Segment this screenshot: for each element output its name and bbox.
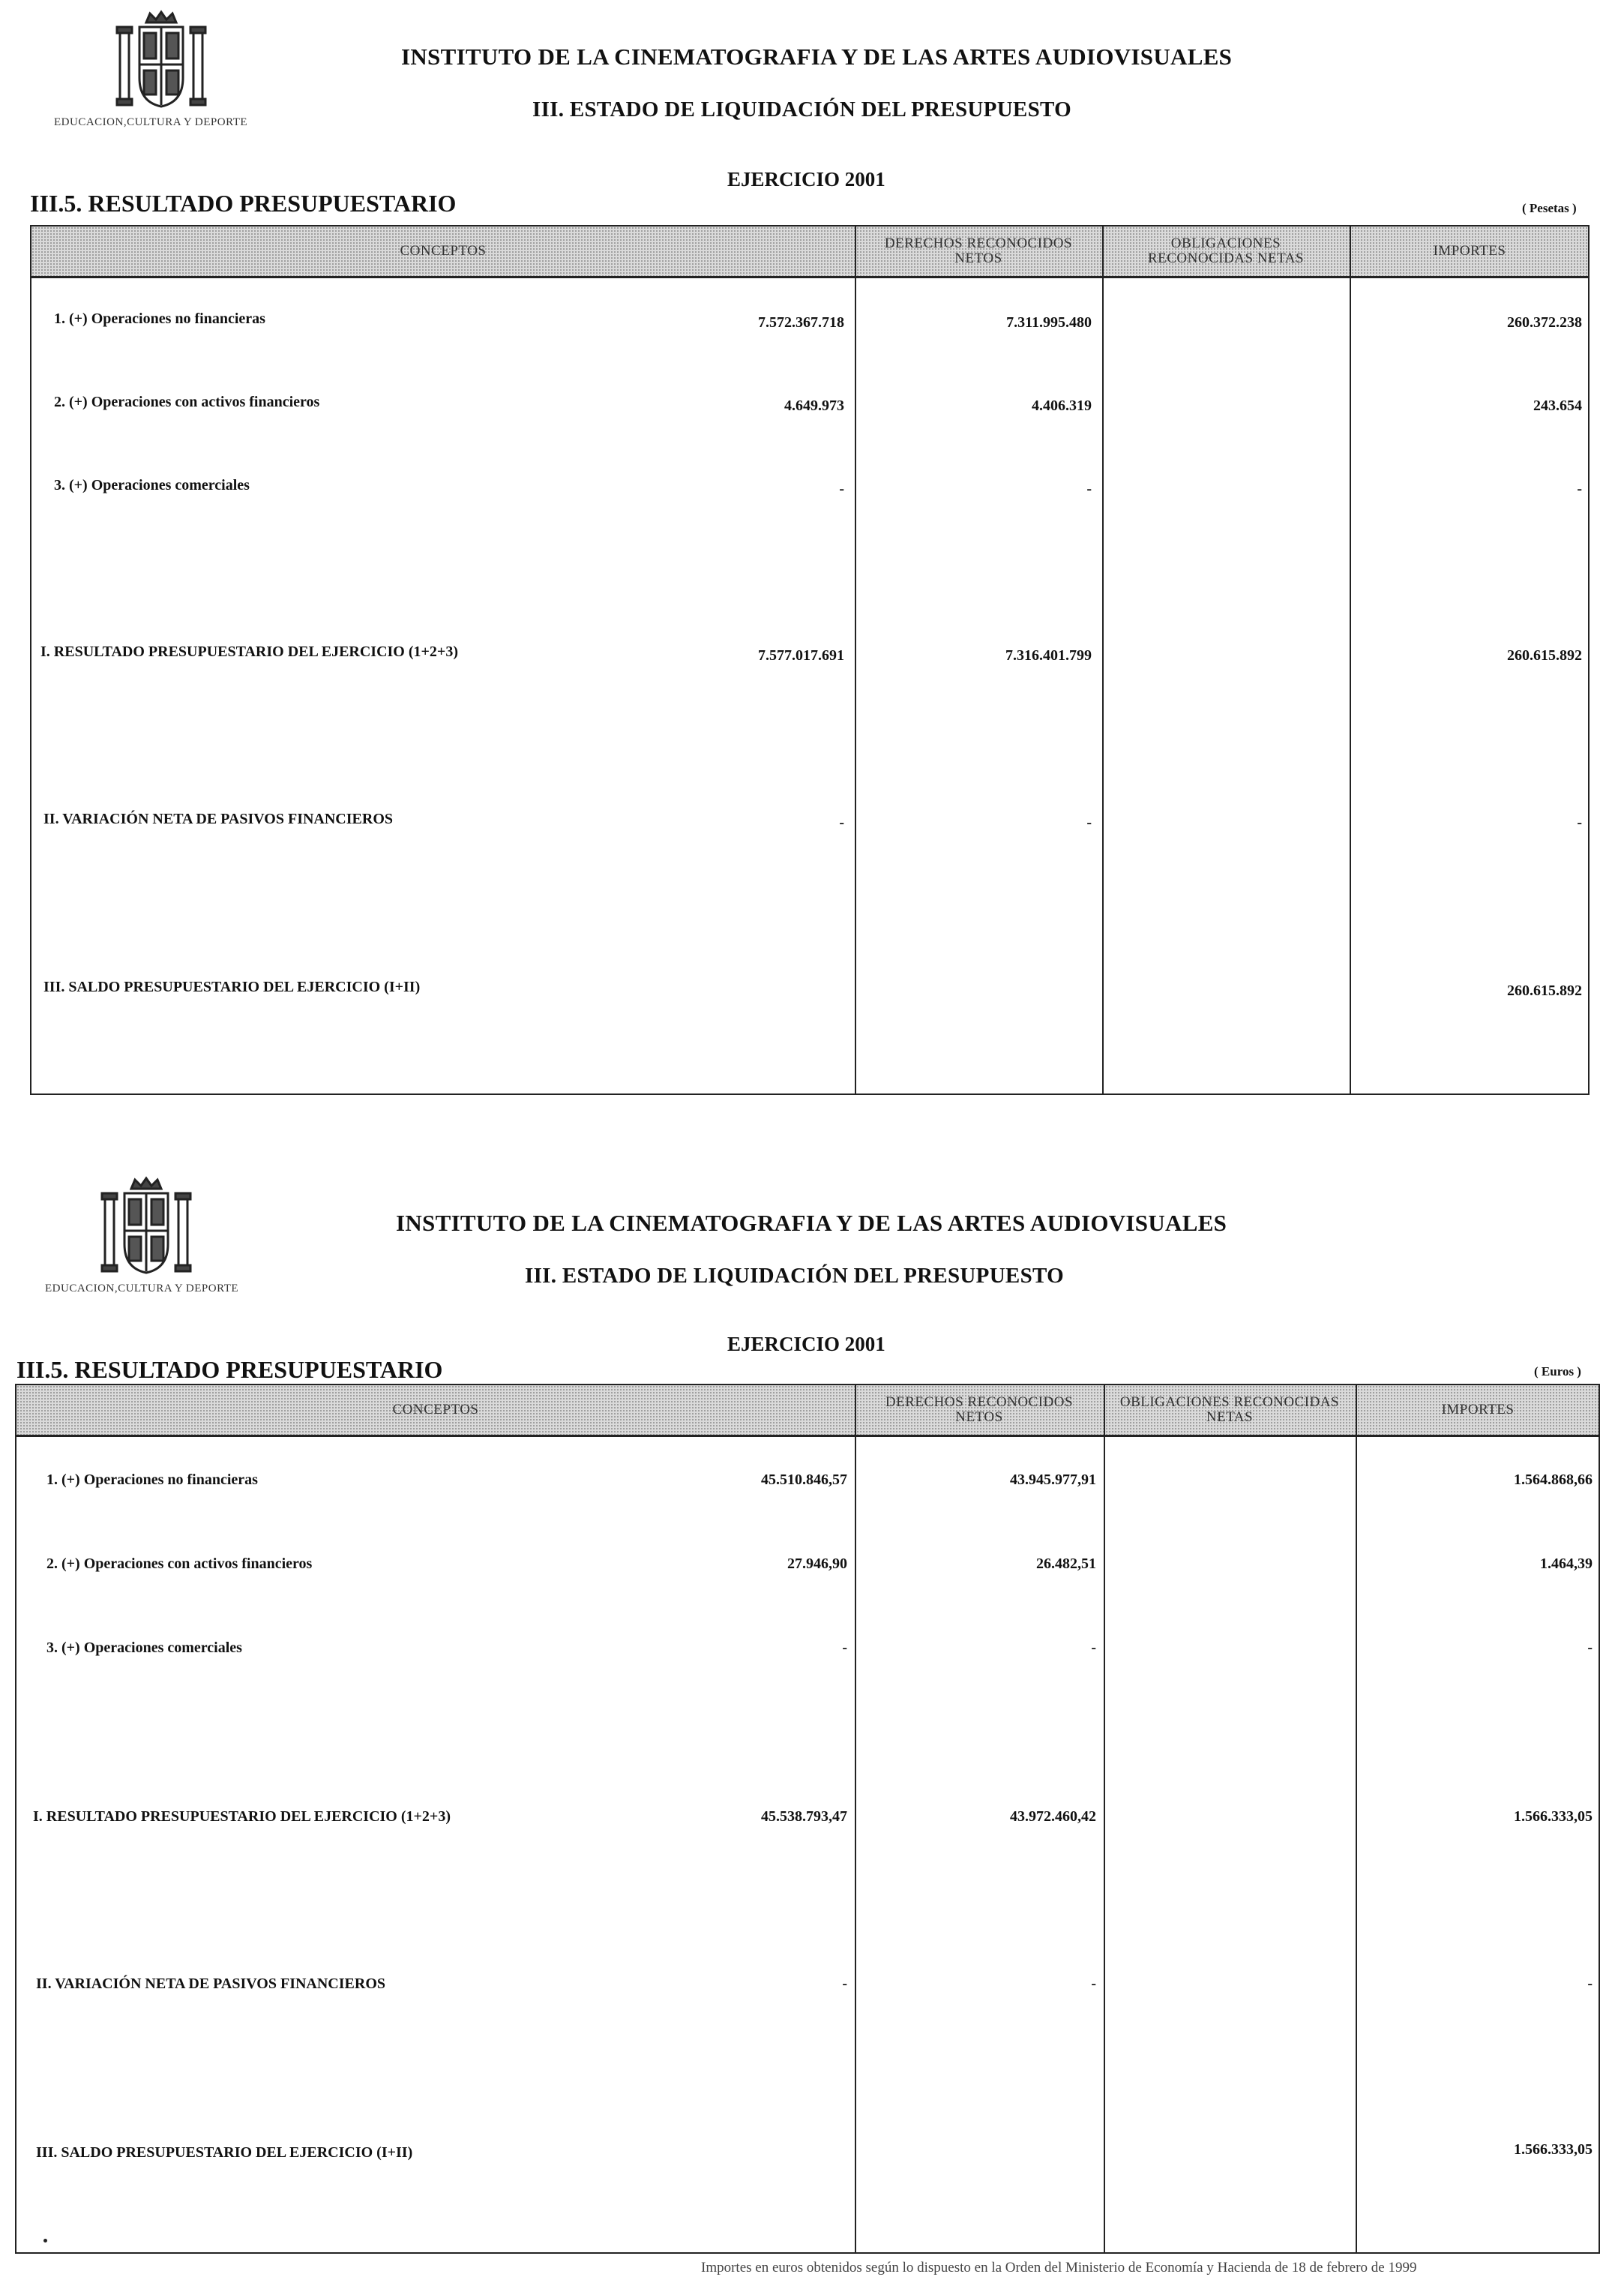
cell-derechos: 7.572.367.718 <box>758 314 844 331</box>
header-obligaciones: OBLIGACIONES RECONOCIDAS NETAS <box>1119 1394 1340 1425</box>
cell-obligaciones: - <box>1091 1640 1096 1656</box>
header-conceptos: CONCEPTOS <box>392 1402 479 1418</box>
table-header <box>16 1385 1599 1437</box>
budget-result-table <box>15 1384 1600 2254</box>
header-derechos: DERECHOS RECONOCIDOS NETOS <box>885 1394 1074 1425</box>
statement-title: III. ESTADO DE LIQUIDACIÓN DEL PRESUPUESTO <box>532 98 1071 122</box>
row-label: 3. (+) Operaciones comerciales <box>54 477 250 494</box>
cell-obligaciones: 26.482,51 <box>1036 1556 1096 1572</box>
cell-obligaciones: 7.316.401.799 <box>1005 647 1092 664</box>
currency-label: ( Pesetas ) <box>1522 201 1577 215</box>
header-derechos: DERECHOS RECONOCIDOS NETOS <box>884 236 1073 266</box>
budget-result-table <box>30 225 1590 1095</box>
institute-title: INSTITUTO DE LA CINEMATOGRAFIA Y DE LAS ARTES AUDIOVISUALES <box>396 1210 1227 1236</box>
column-divider <box>855 226 856 1094</box>
ministry-name: EDUCACION,CULTURA Y DEPORTE <box>54 116 248 128</box>
coat-of-arms-icon <box>112 9 210 114</box>
cell-importes: 1.566.333,05 <box>1514 2141 1593 2158</box>
cell-derechos: 45.538.793,47 <box>761 1808 847 1825</box>
cell-importes: 260.372.238 <box>1507 314 1582 331</box>
section-title: III.5. RESULTADO PRESUPUESTARIO <box>30 190 457 217</box>
cell-obligaciones: 7.311.995.480 <box>1006 314 1092 331</box>
currency-label: ( Euros ) <box>1534 1364 1581 1378</box>
row-label: 3. (+) Operaciones comerciales <box>46 1640 242 1656</box>
column-divider <box>1356 1385 1357 2252</box>
cell-derechos: 4.649.973 <box>784 398 844 414</box>
row-label: II. VARIACIÓN NETA DE PASIVOS FINANCIEROS <box>36 1976 385 1992</box>
column-divider <box>1350 226 1351 1094</box>
fiscal-year: EJERCICIO 2001 <box>727 1333 885 1355</box>
column-divider <box>1104 1385 1105 2252</box>
coat-of-arms-icon <box>97 1175 195 1280</box>
cell-derechos: 27.946,90 <box>787 1556 847 1572</box>
cell-importes: - <box>1587 1640 1593 1656</box>
row-label: 1. (+) Operaciones no financieras <box>54 310 265 327</box>
cell-importes: 260.615.892 <box>1507 982 1582 999</box>
fiscal-year: EJERCICIO 2001 <box>727 168 885 190</box>
cell-derechos: - <box>839 481 844 497</box>
cell-importes: - <box>1587 1976 1593 1992</box>
institute-title: INSTITUTO DE LA CINEMATOGRAFIA Y DE LAS ARTES AUDIOVISUALES <box>401 44 1233 70</box>
cell-importes: 1.564.868,66 <box>1514 1472 1593 1488</box>
header-importes: IMPORTES <box>1433 243 1506 259</box>
footnote: Importes en euros obtenidos según lo dispuesto en la Orden del Ministerio de Economía y Hacienda de 18 de febrero de 1999 <box>701 2260 1417 2276</box>
cell-obligaciones: 4.406.319 <box>1032 398 1092 414</box>
cell-obligaciones: - <box>1091 1976 1096 1992</box>
cell-derechos: - <box>842 1640 847 1656</box>
cell-importes: - <box>1577 814 1582 831</box>
row-label: II. VARIACIÓN NETA DE PASIVOS FINANCIEROS <box>43 811 393 827</box>
cell-obligaciones: 43.945.977,91 <box>1010 1472 1096 1488</box>
cell-derechos: 7.577.017.691 <box>758 647 844 664</box>
row-label: I. RESULTADO PRESUPUESTARIO DEL EJERCICIO (1+2+3) <box>40 644 458 660</box>
cell-importes: 260.615.892 <box>1507 647 1582 664</box>
statement-title: III. ESTADO DE LIQUIDACIÓN DEL PRESUPUESTO <box>525 1264 1064 1288</box>
row-label: III. SALDO PRESUPUESTARIO DEL EJERCICIO (I+II) <box>36 2144 413 2161</box>
cell-derechos: - <box>842 1976 847 1992</box>
cell-obligaciones: - <box>1086 814 1092 831</box>
row-label: 2. (+) Operaciones con activos financieros <box>46 1556 313 1572</box>
cell-importes: 243.654 <box>1533 398 1582 414</box>
row-label: 1. (+) Operaciones no financieras <box>46 1472 258 1488</box>
cell-importes: 1.464,39 <box>1540 1556 1593 1572</box>
row-label: 2. (+) Operaciones con activos financieros <box>54 394 320 410</box>
cell-importes: 1.566.333,05 <box>1514 1808 1593 1825</box>
column-divider <box>1102 226 1104 1094</box>
table-header <box>31 226 1588 278</box>
cell-derechos: 45.510.846,57 <box>761 1472 847 1488</box>
cell-obligaciones: - <box>1086 481 1092 497</box>
cell-importes: - <box>1577 481 1582 497</box>
cell-obligaciones: 43.972.460,42 <box>1010 1808 1096 1825</box>
header-importes: IMPORTES <box>1441 1402 1515 1418</box>
section-title: III.5. RESULTADO PRESUPUESTARIO <box>16 1356 443 1383</box>
row-label: I. RESULTADO PRESUPUESTARIO DEL EJERCICIO (1+2+3) <box>33 1808 451 1825</box>
ministry-name: EDUCACION,CULTURA Y DEPORTE <box>45 1282 239 1294</box>
cell-derechos: - <box>839 814 844 831</box>
column-divider <box>855 1385 856 2252</box>
scan-mark <box>43 2239 47 2242</box>
header-conceptos: CONCEPTOS <box>400 243 487 259</box>
header-obligaciones: OBLIGACIONES RECONOCIDAS NETAS <box>1147 236 1305 266</box>
row-label: III. SALDO PRESUPUESTARIO DEL EJERCICIO (I+II) <box>43 979 421 995</box>
